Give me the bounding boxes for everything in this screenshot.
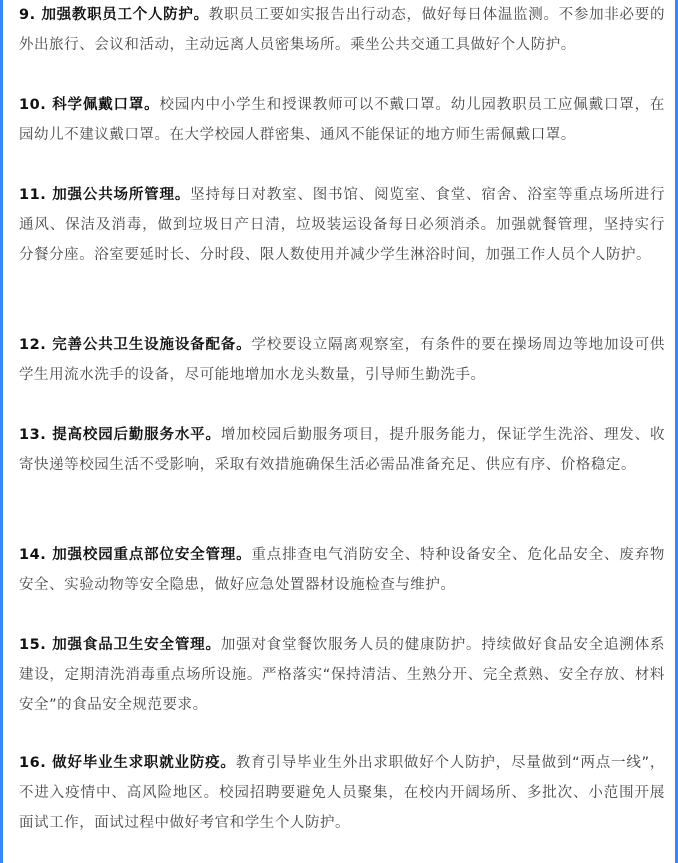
item-heading: 15. 加强食品卫生安全管理。: [19, 637, 221, 653]
item-body: 校园内中小学生和授课教师可以不戴口罩。幼儿园教职员工应佩戴口罩，在园幼儿不建议戴口罩。在大学校园人群密集、通风不能保证的地方师生需佩戴口罩。: [19, 97, 665, 143]
paragraph-item-10: [19, 90, 665, 150]
paragraph-item-12: [19, 330, 665, 390]
item-body: 重点排查电气消防安全、特种设备安全、危化品安全、废弃物安全、实验动物等安全隐患，做好应急处置器材设施检查与维护。: [19, 547, 665, 593]
item-heading: 9. 加强教职员工个人防护。: [19, 7, 209, 23]
paragraph-item-13: [19, 420, 665, 480]
paragraph-item-14: [19, 540, 665, 600]
item-heading: 14. 加强校园重点部位安全管理。: [19, 547, 252, 563]
item-body: 坚持每日对教室、图书馆、阅览室、食堂、宿舍、浴室等重点场所进行通风、保洁及消毒，做到垃圾日产日清，垃圾装运设备每日必须消杀。加强就餐管理，坚持实行分餐分座。浴室要延时长、分时段、限人数使用并减少学生淋浴时间，加强工作人员个人防护。: [19, 187, 666, 263]
item-heading: 11. 加强公共场所管理。: [19, 187, 191, 203]
item-heading: 10. 科学佩戴口罩。: [19, 97, 160, 113]
paragraph-item-16: [19, 748, 665, 838]
item-heading: 16. 做好毕业生求职就业防疫。: [19, 755, 236, 771]
paragraph-item-9: [19, 0, 665, 60]
item-body: 学校要设立隔离观察室，有条件的要在操场周边等地加设可供学生用流水洗手的设备，尽可能地增加水龙头数量，引导师生勤洗手。: [19, 337, 665, 383]
item-body: 教职员工要如实报告出行动态，做好每日体温监测。不参加非必要的外出旅行、会议和活动，主动远离人员密集场所。乘坐公共交通工具做好个人防护。: [19, 7, 665, 53]
item-heading: 13. 提高校园后勤服务水平。: [19, 427, 221, 443]
item-body: 教育引导毕业生外出求职做好个人防护，尽量做到“两点一线”，不进入疫情中、高风险地区。校园招聘要避免人员聚集，在校内开阔场所、多批次、小范围开展面试工作，面试过程中做好考官和学生个人防护。: [19, 755, 665, 831]
item-heading: 12. 完善公共卫生设施设备配备。: [19, 337, 252, 353]
paragraph-item-15: [19, 630, 665, 720]
paragraph-item-11: [19, 180, 665, 270]
item-body: 加强对食堂餐饮服务人员的健康防护。持续做好食品安全追溯体系建设，定期清洗消毒重点场所设施。严格落实“保持清洁、生熟分开、完全煮熟、安全存放、材料安全”的食品安全规范要求。: [19, 637, 666, 713]
item-body: 增加校园后勤服务项目，提升服务能力，保证学生洗浴、理发、收寄快递等校园生活不受影响，采取有效措施确保生活必需品准备充足、供应有序、价格稳定。: [19, 427, 666, 473]
